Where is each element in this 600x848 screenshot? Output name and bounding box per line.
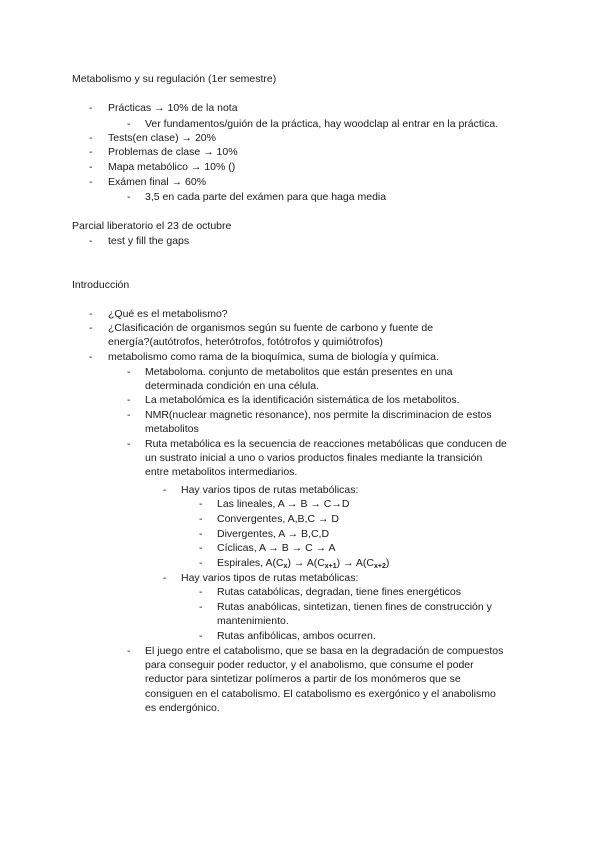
list-item-practicas-sub: Ver fundamentos/guión de la práctica, hay woodclap al entrar en la práctica. xyxy=(145,118,499,130)
list-item-q1: ¿Qué es el metabolismo? xyxy=(108,308,228,320)
bullet-dash: - xyxy=(89,176,93,188)
bullet-dash: - xyxy=(89,235,93,247)
list-item-practicas: Prácticas → 10% de la nota xyxy=(108,102,238,114)
list-item-metaboloma: Metaboloma. conjunto de metabolitos que están presentes en una xyxy=(145,366,453,378)
list-item-tests: Tests(en clase) → 20% xyxy=(108,132,216,144)
espirales-text: ) → A(C xyxy=(336,557,374,569)
bullet-dash: - xyxy=(127,394,131,406)
list-item-q2-cont: energía?(autótrofos, heterótrofos, fotótrofos y quimiótrofos) xyxy=(108,336,383,348)
list-item-juego-cont: para conseguir poder reductor, y el anabolismo, que consume el poder xyxy=(145,659,474,671)
bullet-dash: - xyxy=(89,132,93,144)
list-item-lineales: Las lineales, A → B → C→D xyxy=(217,498,350,510)
bullet-dash: - xyxy=(127,118,131,130)
bullet-dash: - xyxy=(89,322,93,334)
page-title: Metabolismo y su regulación (1er semestre) xyxy=(72,73,277,85)
list-item-examen-sub: 3,5 en cada parte del exámen para que haga media xyxy=(145,191,387,203)
espirales-text: ) xyxy=(385,557,390,569)
bullet-dash: - xyxy=(89,146,93,158)
list-item-juego-cont4: es endergónico. xyxy=(145,702,220,714)
espirales-text: ) → A(C xyxy=(287,557,325,569)
espirales-text: Espirales, A(C xyxy=(217,557,284,569)
list-item-anfibolicas: Rutas anfibólicas, ambos ocurren. xyxy=(217,630,376,642)
bullet-dash: - xyxy=(163,572,167,584)
list-item-juego-cont2: reductor para sintetizar polímeros a partir de los monómeros que se xyxy=(145,673,461,685)
list-item-metaboloma-cont: determinada condición en una célula. xyxy=(145,380,319,392)
bullet-dash: - xyxy=(89,308,93,320)
list-item-ciclicas: Cíclicas, A → B → C → A xyxy=(217,542,336,554)
bullet-dash: - xyxy=(127,409,131,421)
bullet-dash: - xyxy=(127,366,131,378)
bullet-dash: - xyxy=(89,161,93,173)
list-item-divergentes: Divergentes, A → B,C,D xyxy=(217,528,330,540)
bullet-dash: - xyxy=(199,498,203,510)
list-item-q2: ¿Clasificación de organismos según su fuente de carbono y fuente de xyxy=(108,322,434,334)
bullet-dash: - xyxy=(89,102,93,114)
list-item-q3: metabolismo como rama de la bioquímica, suma de biología y química. xyxy=(108,351,439,363)
bullet-dash: - xyxy=(163,484,167,496)
bullet-dash: - xyxy=(199,528,203,540)
list-item-mapa: Mapa metabólico → 10% () xyxy=(108,161,236,173)
list-item-tipos-1: Hay varios tipos de rutas metabólicas: xyxy=(181,484,359,496)
list-item-ruta-cont: un sustrato inicial a uno o varios productos finales mediante la transición xyxy=(145,452,483,464)
subscript-x: x xyxy=(283,563,288,570)
list-item-problemas: Problemas de clase → 10% xyxy=(108,146,238,158)
list-item-juego-cont3: consiguen en el catabolismo. El catabolismo es exergónico y el anabolismo xyxy=(145,688,496,700)
list-item-tipos-2: Hay varios tipos de rutas metabólicas: xyxy=(181,572,359,584)
bullet-dash: - xyxy=(199,630,203,642)
list-item-metabolomica: La metabolómica es la identificación sistemática de los metabolitos. xyxy=(145,394,460,406)
subscript-x2: x+2 xyxy=(374,563,386,570)
list-item-ruta-cont2: entre metabolitos intermediarios. xyxy=(145,466,298,478)
list-item-anabolicas: Rutas anabólicas, sintetizan, tienen fines de construcción y xyxy=(217,601,492,613)
bullet-dash: - xyxy=(199,557,203,569)
list-item-nmr: NMR(nuclear magnetic resonance), nos permite la discriminacion de estos xyxy=(145,409,492,421)
bullet-dash: - xyxy=(127,191,131,203)
bullet-dash: - xyxy=(199,586,203,598)
list-item-nmr-cont: metabolitos xyxy=(145,423,199,435)
bullet-dash: - xyxy=(127,438,131,450)
bullet-dash: - xyxy=(127,645,131,657)
section-heading-parcial: Parcial liberatorio el 23 de octubre xyxy=(72,220,232,232)
list-item-examen: Exámen final → 60% xyxy=(108,176,207,188)
list-item-catabolicas: Rutas catabólicas, degradan, tiene fines energéticos xyxy=(217,586,461,598)
subscript-x1: x+1 xyxy=(324,563,337,570)
list-item-juego: El juego entre el catabolismo, que se basa en la degradación de compuestos xyxy=(145,645,504,657)
list-item-anabolicas-cont: mantenimiento. xyxy=(217,615,289,627)
list-item-convergentes: Convergentes, A,B,C → D xyxy=(217,513,339,525)
bullet-dash: - xyxy=(89,351,93,363)
bullet-dash: - xyxy=(199,513,203,525)
section-heading-intro: Introducción xyxy=(72,279,130,291)
bullet-dash: - xyxy=(199,542,203,554)
list-item-ruta: Ruta metabólica es la secuencia de reacciones metabólicas que conducen de xyxy=(145,438,507,450)
bullet-dash: - xyxy=(199,601,203,613)
list-item-parcial: test y fill the gaps xyxy=(108,235,190,247)
